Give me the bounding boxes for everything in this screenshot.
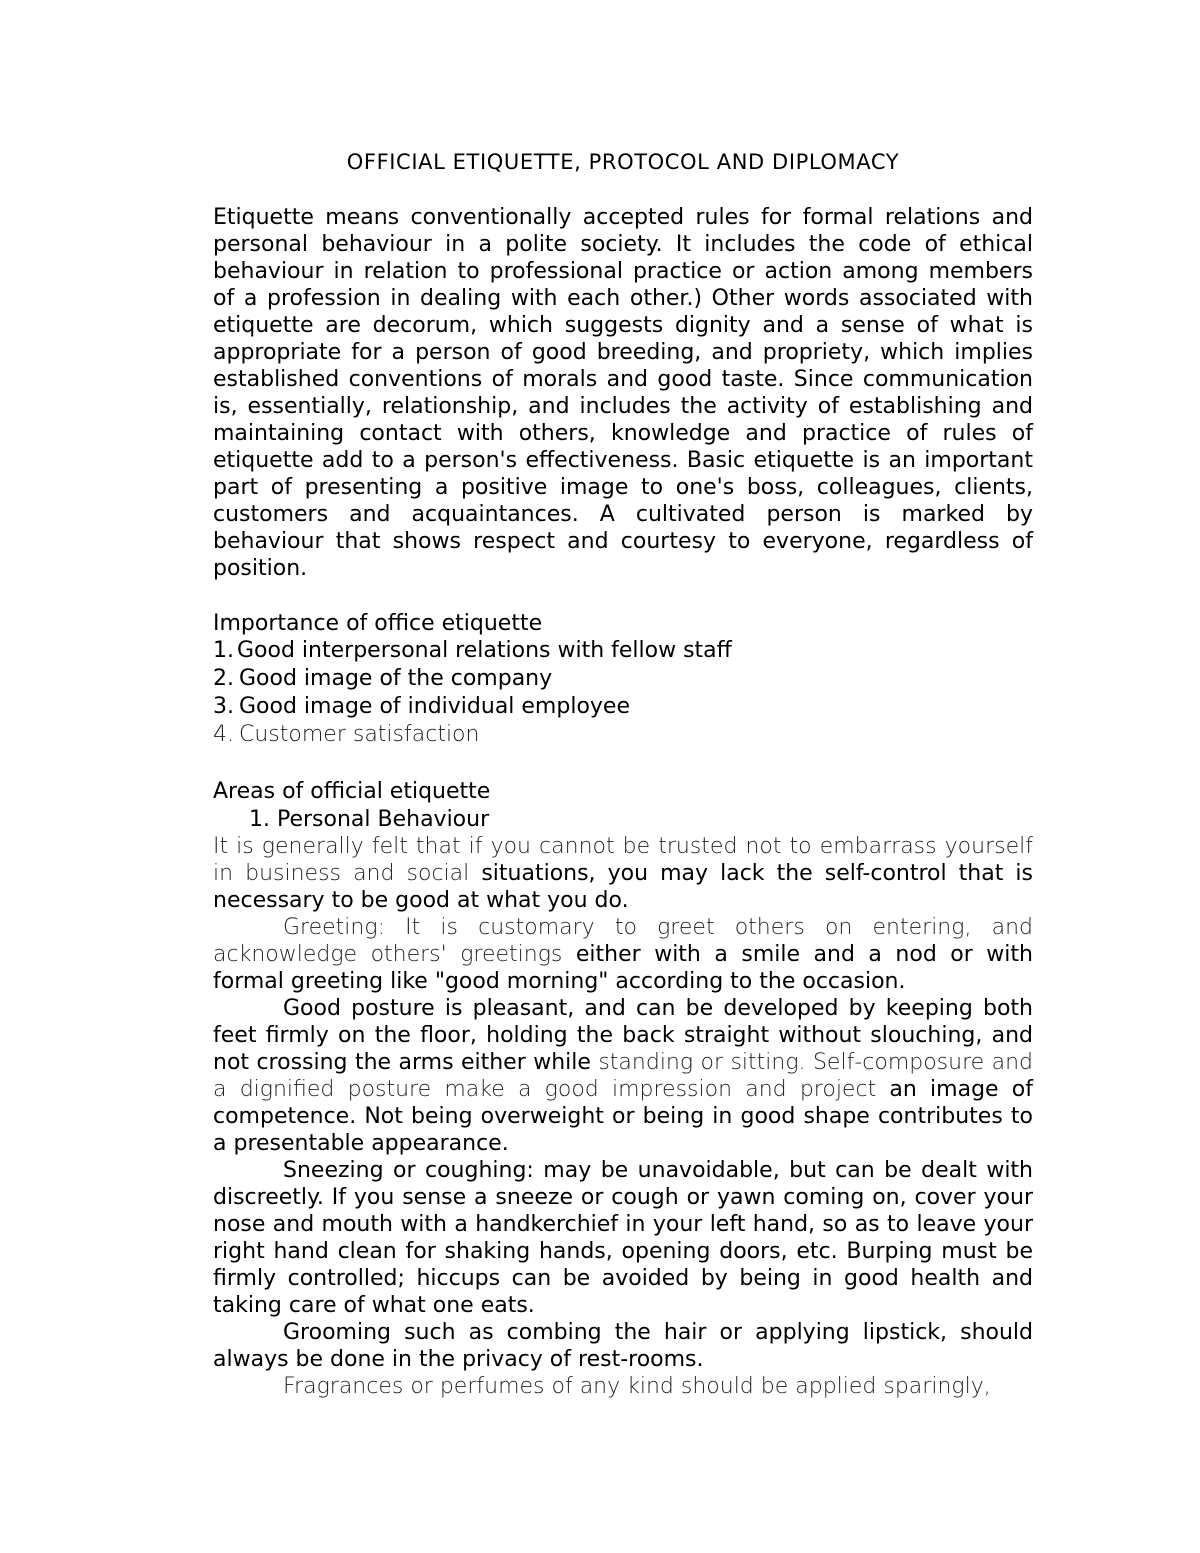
greeting-paragraph: Greeting: It is customary to greet others on entering, and acknowledge others' greetings either with a smile and a nod or with formal greeting like "good morning" according to the occasion. xyxy=(213,915,1033,994)
behaviour-paragraph: It is generally felt that if you cannot be trusted not to embarrass yourself in business and social situations, you may lack the self-control that is necessary to be good at what you do. xyxy=(213,834,1033,913)
sneezing-paragraph: Sneezing or coughing: may be unavoidable, but can be dealt with discreetly. If you sense a sneeze or cough or yawn coming on, cover your nose and mouth with a handkerchief in your left hand, so as to leave your right hand clean for shaking hands, opening doors, etc. Burping must be firmly controlled; hiccups can be avoided by being in good health and taking care of what one eats. xyxy=(213,1158,1033,1318)
importance-list xyxy=(213,637,1033,749)
list-item: 2. Good image of the company xyxy=(213,666,553,691)
fragrances-paragraph: Fragrances or perfumes of any kind should be applied sparingly, xyxy=(283,1374,991,1399)
list-item: 1. Good interpersonal relations with fellow staff xyxy=(213,638,732,663)
posture-paragraph: Good posture is pleasant, and can be developed by keeping both feet firmly on the floor, holding the back straight without slouching, and not crossing the arms either while standing or sitting. Self-composure and a dignified posture make a good impression and project an image of competence. Not being overweight or being in good shape contributes to a presentable appearance. xyxy=(213,996,1034,1156)
document-title: OFFICIAL ETIQUETTE, PROTOCOL AND DIPLOMACY xyxy=(346,150,900,174)
areas-heading: Areas of official etiquette xyxy=(213,779,491,804)
list-item: 4. Customer satisfaction xyxy=(213,722,480,747)
personal-behaviour-heading: 1. Personal Behaviour xyxy=(249,807,490,832)
intro-paragraph: Etiquette means conventionally accepted rules for formal relations and personal behaviour in a polite society. It includes the code of ethical behaviour in relation to professional practice or action among members of a profession in dealing with each other.) Other words associated with etiquette are decorum, which suggests dignity and a sense of what is appropriate for a person of good breeding, and propriety, which implies established conventions of morals and good taste. Since communication is, essentially, relationship, and includes the activity of establishing and maintaining contact with others, knowledge and practice of rules of etiquette add to a person's effectiveness. Basic etiquette is an important part of presenting a positive image to one's boss, colleagues, clients, customers and acquaintances. A cultivated person is marked by behaviour that shows respect and courtesy to everyone, regardless of position. xyxy=(213,205,1033,581)
personal-behaviour-body xyxy=(213,833,1033,1400)
importance-heading: Importance of office etiquette xyxy=(213,611,543,636)
grooming-paragraph: Grooming such as combing the hair or applying lipstick, should always be done in the privacy of rest-rooms. xyxy=(213,1320,1033,1372)
list-item: 3. Good image of individual employee xyxy=(213,694,630,719)
